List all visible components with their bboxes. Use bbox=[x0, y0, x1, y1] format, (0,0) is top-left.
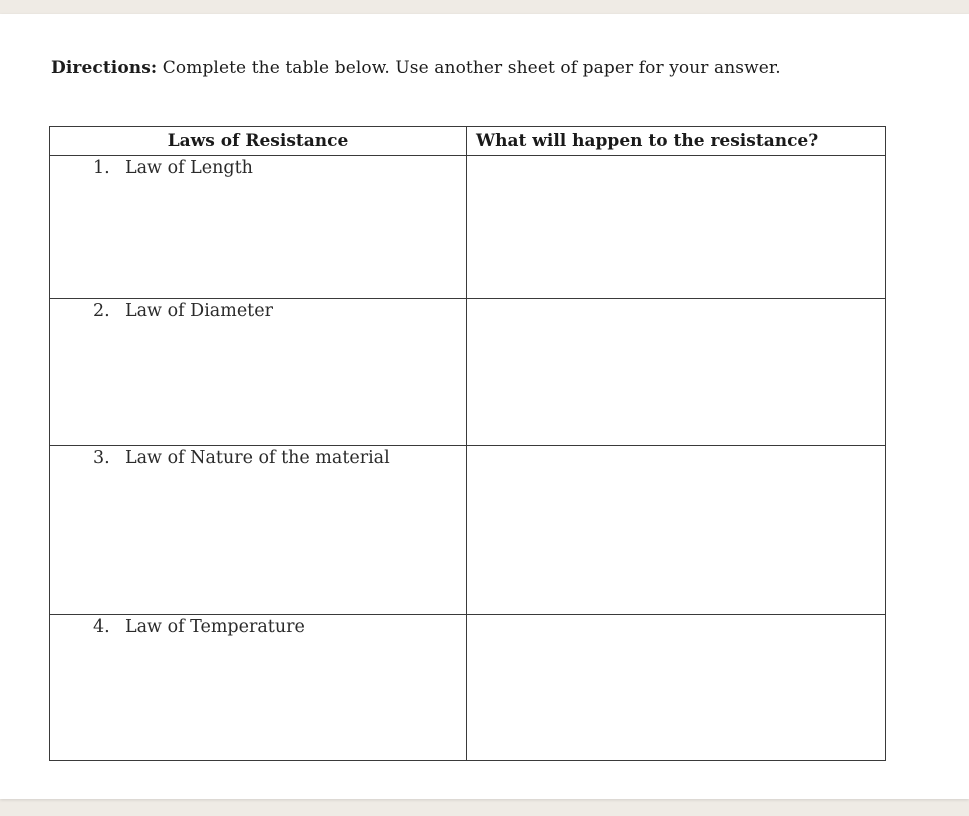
header-resistance-effect: What will happen to the resistance? bbox=[467, 127, 886, 156]
law-name: Law of Nature of the material bbox=[125, 448, 390, 468]
law-cell bbox=[50, 299, 467, 446]
answer-cell[interactable] bbox=[467, 615, 886, 761]
table-row bbox=[50, 299, 886, 446]
table-row bbox=[50, 615, 886, 761]
table-row bbox=[50, 446, 886, 615]
directions-line bbox=[51, 58, 781, 78]
row-number: 2. bbox=[93, 301, 110, 321]
row-number: 3. bbox=[93, 448, 110, 468]
law-name: Law of Length bbox=[125, 158, 253, 178]
law-cell bbox=[50, 156, 467, 299]
answer-cell[interactable] bbox=[467, 156, 886, 299]
header-laws-of-resistance: Laws of Resistance bbox=[50, 127, 467, 156]
law-name: Law of Temperature bbox=[125, 617, 305, 637]
directions-label: Directions: bbox=[51, 58, 158, 78]
directions-text: Complete the table below. Use another sheet of paper for your answer. bbox=[157, 58, 781, 78]
worksheet-page bbox=[0, 14, 969, 799]
row-number: 4. bbox=[93, 617, 110, 637]
table-row bbox=[50, 156, 886, 299]
table-header-row bbox=[50, 127, 886, 156]
answer-cell[interactable] bbox=[467, 299, 886, 446]
answer-cell[interactable] bbox=[467, 446, 886, 615]
row-number: 1. bbox=[93, 158, 110, 178]
law-cell bbox=[50, 446, 467, 615]
laws-of-resistance-table bbox=[49, 126, 886, 761]
law-name: Law of Diameter bbox=[125, 301, 273, 321]
law-cell bbox=[50, 615, 467, 761]
